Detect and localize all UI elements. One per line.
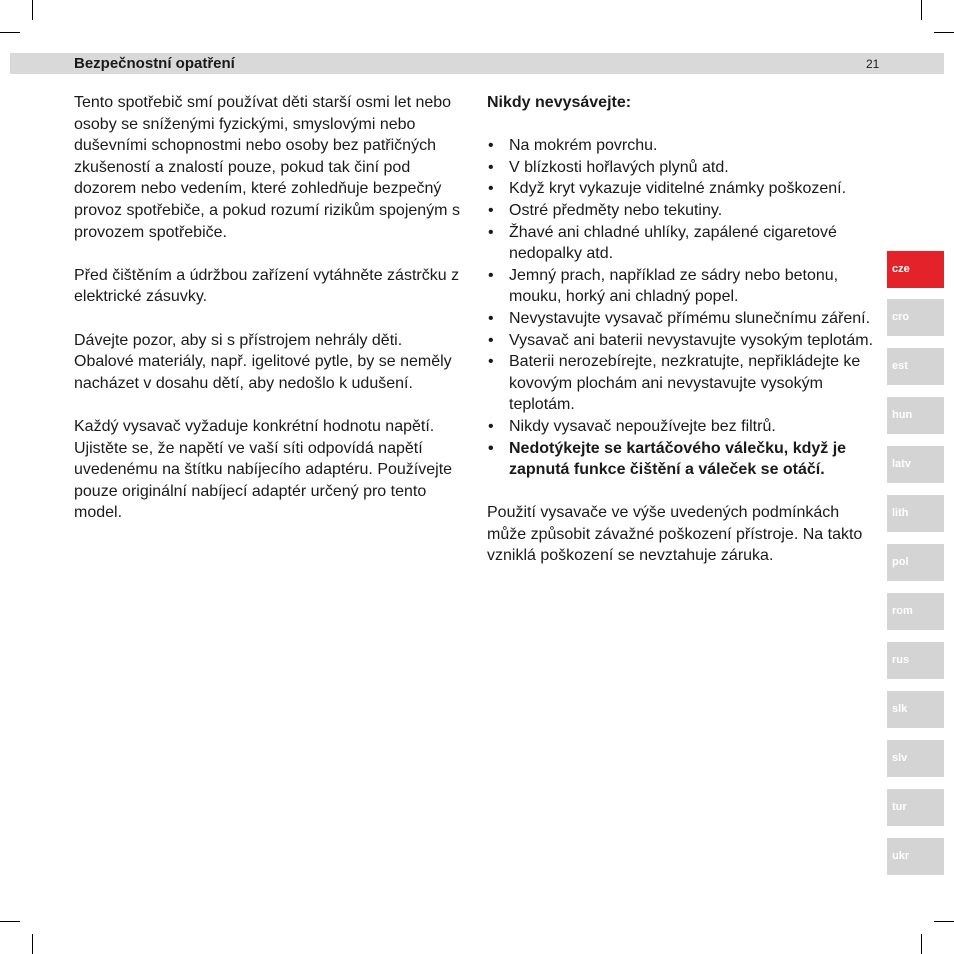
language-tab-lith[interactable]: lith: [887, 495, 944, 532]
language-tab-tur[interactable]: tur: [887, 789, 944, 826]
page-number: 21: [866, 57, 880, 71]
crop-mark-bottom-right-vertical: [921, 934, 922, 954]
list-item: • Když kryt vykazuje viditelné známky poškození.: [487, 178, 879, 200]
language-tab-ukr[interactable]: ukr: [887, 838, 944, 875]
crop-mark-top-right-vertical: [921, 0, 922, 20]
left-column: [74, 92, 466, 545]
list-item: • Jemný prach, například ze sádry nebo betonu, mouku, horký ani chladný popel.: [487, 265, 879, 308]
never-vacuum-title: Nikdy nevysávejte:: [487, 94, 632, 111]
list-item: • Na mokrém povrchu.: [487, 135, 879, 157]
never-vacuum-list: [487, 135, 879, 481]
language-tab-latv[interactable]: latv: [887, 446, 944, 483]
list-item: • Ostré předměty nebo tekutiny.: [487, 200, 879, 222]
crop-mark-top-left-horizontal: [0, 32, 20, 33]
language-tab-est[interactable]: est: [887, 348, 944, 385]
language-tab-rom[interactable]: rom: [887, 593, 944, 630]
list-item-bold-warning: • Nedotýkejte se kartáčového válečku, když je zapnutá funkce čištění a váleček se otáčí.: [487, 438, 879, 481]
closing-paragraph: Použití vysavače ve výše uvedených podmínkách může způsobit závažné poškození přístroje. Na takto vzniklá poškození se nevztahuje záruka.: [487, 504, 863, 565]
list-item: • V blízkosti hořlavých plynů atd.: [487, 157, 879, 179]
list-item: • Nikdy vysavač nepoužívejte bez filtrů.: [487, 416, 879, 438]
language-tab-rus[interactable]: rus: [887, 642, 944, 679]
paragraph-voltage-adapter: Každý vysavač vyžaduje konkrétní hodnotu napětí. Ujistěte se, že napětí ve vaší síti odpovídá napětí uvedenému na štítku nabíjecího adaptéru. Používejte pouze originální nabíjecí adaptér určený pro tento model.: [74, 417, 453, 522]
crop-mark-bottom-right-horizontal: [934, 921, 954, 922]
crop-mark-top-left-vertical: [32, 0, 33, 20]
list-item: • Žhavé ani chladné uhlíky, zapálené cigaretové nedopalky atd.: [487, 222, 879, 265]
list-item: • Vysavač ani baterii nevystavujte vysokým teplotám.: [487, 330, 879, 352]
paragraph-children-supervision: Tento spotřebič smí používat děti starší osmi let nebo osoby se sníženými fyzickými, smyslovými nebo duševními schopnostmi nebo osoby bez patřičných zkušeností a znalostí pouze, pokud tak činí pod dozorem nebo vedením, které zohledňuje bezpečný provoz spotřebiče, a pokud rozumí rizikům spojeným s provozem spotřebiče.: [74, 94, 460, 241]
language-tab-cro[interactable]: cro: [887, 299, 944, 336]
paragraph-keep-children-away: Dávejte pozor, aby si s přístrojem nehrály děti. Obalové materiály, např. igelitové pytle, by se neměly nacházet v dosahu dětí, aby nedošlo k udušení.: [74, 331, 452, 392]
language-tab-slv[interactable]: slv: [887, 740, 944, 777]
language-tab-slk[interactable]: slk: [887, 691, 944, 728]
crop-mark-bottom-left-vertical: [32, 934, 33, 954]
crop-mark-top-right-horizontal: [934, 32, 954, 33]
crop-mark-bottom-left-horizontal: [0, 921, 20, 922]
language-tab-cze[interactable]: cze: [887, 251, 944, 288]
list-item: • Baterii nerozebírejte, nezkratujte, nepřikládejte ke kovovým plochám ani nevystavujte vysokým teplotám.: [487, 351, 879, 416]
language-tab-pol[interactable]: pol: [887, 544, 944, 581]
paragraph-unplug-before-cleaning: Před čištěním a údržbou zařízení vytáhněte zástrčku z elektrické zásuvky.: [74, 266, 460, 306]
list-item: • Nevystavujte vysavač přímému slunečnímu záření.: [487, 308, 879, 330]
right-column: [487, 92, 879, 589]
section-title: Bezpečnostní opatření: [74, 55, 235, 72]
language-tab-hun[interactable]: hun: [887, 397, 944, 434]
section-header-bar: [10, 53, 944, 74]
